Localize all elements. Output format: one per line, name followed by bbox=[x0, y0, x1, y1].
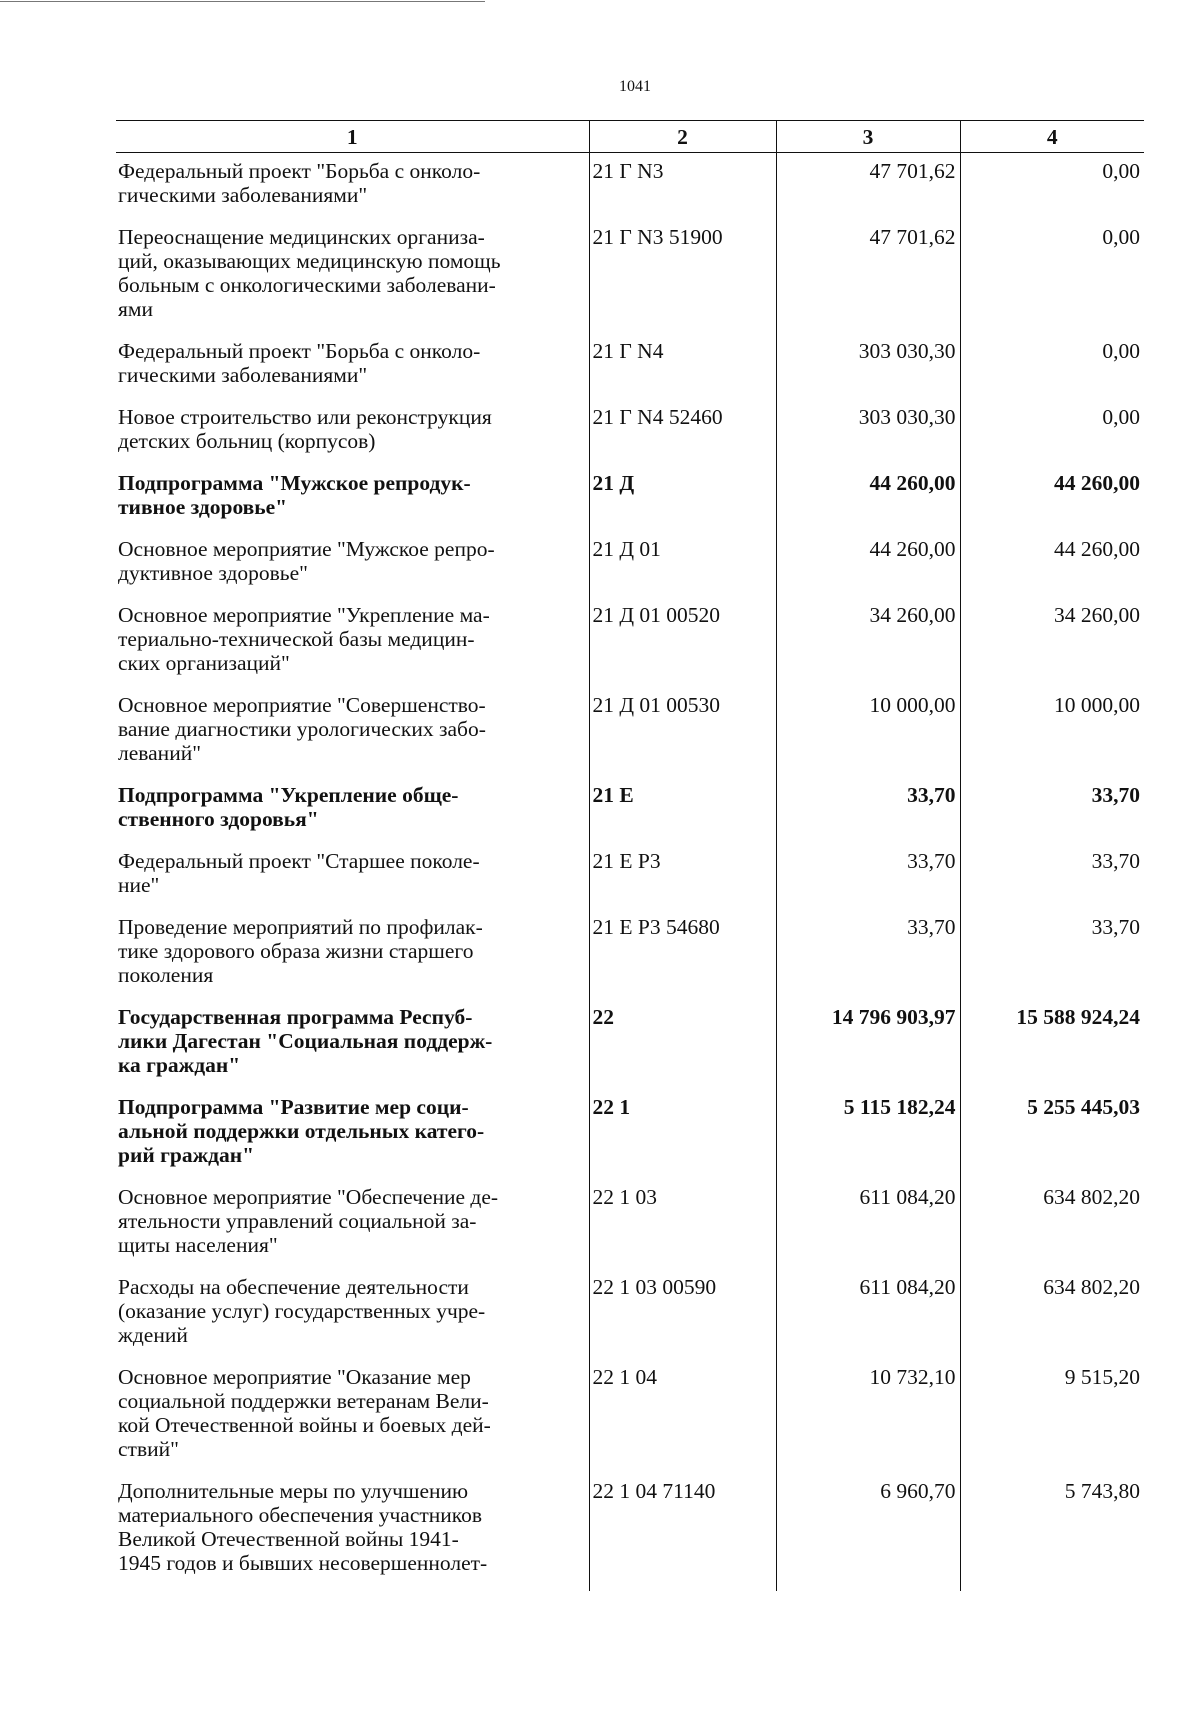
row-name-cell: Основное мероприятие "Мужское репро- дуктивное здоровье" bbox=[118, 537, 495, 585]
table-row bbox=[116, 219, 1144, 333]
table-row bbox=[116, 1359, 1144, 1473]
row-value-col3-cell: 44 260,00 bbox=[776, 465, 960, 531]
row-value-col3-cell: 34 260,00 bbox=[776, 597, 960, 687]
row-code-cell: 22 1 04 bbox=[589, 1359, 776, 1473]
row-value-col4-cell: 33,70 bbox=[960, 909, 1144, 999]
row-value-col3-cell: 6 960,70 bbox=[776, 1473, 960, 1591]
row-value-col4-cell: 634 802,20 bbox=[960, 1179, 1144, 1269]
row-value-col3-cell: 47 701,62 bbox=[776, 219, 960, 333]
row-code-cell: 21 Г N4 52460 bbox=[589, 399, 776, 465]
row-value-col3-cell: 44 260,00 bbox=[776, 531, 960, 597]
table-body bbox=[116, 153, 1144, 1592]
column-header-3: 3 bbox=[776, 121, 960, 153]
row-value-col3-cell: 14 796 903,97 bbox=[776, 999, 960, 1089]
row-code-cell: 21 Е bbox=[589, 777, 776, 843]
row-code-cell: 21 Д 01 00520 bbox=[589, 597, 776, 687]
row-name-cell: Основное мероприятие "Укрепление ма- териально-технической базы медицин- ских организаций" bbox=[118, 603, 490, 675]
row-value-col3-cell: 47 701,62 bbox=[776, 153, 960, 220]
scan-edge-line bbox=[0, 1, 485, 2]
row-code-cell: 21 Д 01 00530 bbox=[589, 687, 776, 777]
row-code-cell: 22 1 03 00590 bbox=[589, 1269, 776, 1359]
row-value-col3-cell: 303 030,30 bbox=[776, 399, 960, 465]
row-code-cell: 21 Е P3 54680 bbox=[589, 909, 776, 999]
row-value-col3-cell: 611 084,20 bbox=[776, 1179, 960, 1269]
table-row bbox=[116, 909, 1144, 999]
row-name-cell: Новое строительство или реконструкция детских больниц (корпусов) bbox=[118, 405, 492, 453]
row-value-col4-cell: 10 000,00 bbox=[960, 687, 1144, 777]
row-value-col3-cell: 10 000,00 bbox=[776, 687, 960, 777]
row-code-cell: 21 Г N3 bbox=[589, 153, 776, 220]
table-row bbox=[116, 1473, 1144, 1591]
table-row bbox=[116, 687, 1144, 777]
budget-table bbox=[116, 120, 1144, 1591]
row-value-col4-cell: 0,00 bbox=[960, 153, 1144, 220]
column-header-1: 1 bbox=[116, 121, 589, 153]
table-row bbox=[116, 1089, 1144, 1179]
table-row bbox=[116, 465, 1144, 531]
row-name-cell: Проведение мероприятий по профилак- тике здорового образа жизни старшего поколения bbox=[118, 915, 483, 987]
row-name-cell: Основное мероприятие "Обеспечение де- ятельности управлений социальной за- щиты населения" bbox=[118, 1185, 499, 1257]
row-name-cell: Подпрограмма "Укрепление обще- ственного здоровья" bbox=[118, 783, 459, 831]
row-code-cell: 22 bbox=[589, 999, 776, 1089]
page-number: 1041 bbox=[619, 78, 651, 95]
row-value-col4-cell: 5 255 445,03 bbox=[960, 1089, 1144, 1179]
table-row bbox=[116, 777, 1144, 843]
table-row bbox=[116, 333, 1144, 399]
row-code-cell: 21 Г N4 bbox=[589, 333, 776, 399]
table-row bbox=[116, 843, 1144, 909]
row-value-col3-cell: 10 732,10 bbox=[776, 1359, 960, 1473]
row-code-cell: 22 1 bbox=[589, 1089, 776, 1179]
row-name-cell: Подпрограмма "Развитие мер соци- альной поддержки отдельных катего- рий граждан" bbox=[118, 1095, 485, 1167]
table-header-row bbox=[116, 121, 1144, 153]
table-row bbox=[116, 999, 1144, 1089]
row-value-col3-cell: 303 030,30 bbox=[776, 333, 960, 399]
row-value-col4-cell: 0,00 bbox=[960, 399, 1144, 465]
row-code-cell: 22 1 04 71140 bbox=[589, 1473, 776, 1591]
row-value-col4-cell: 5 743,80 bbox=[960, 1473, 1144, 1591]
row-code-cell: 21 Г N3 51900 bbox=[589, 219, 776, 333]
row-name-cell: Федеральный проект "Борьба с онколо- гическими заболеваниями" bbox=[118, 159, 481, 207]
row-value-col3-cell: 33,70 bbox=[776, 909, 960, 999]
row-value-col4-cell: 44 260,00 bbox=[960, 465, 1144, 531]
table-row bbox=[116, 1179, 1144, 1269]
row-name-cell: Федеральный проект "Старшее поколе- ние" bbox=[118, 849, 480, 897]
row-name-cell: Дополнительные меры по улучшению материального обеспечения участников Великой Отечественной войны 1941- 1945 годов и бывших несовершеннолет- bbox=[118, 1479, 488, 1575]
row-name-cell: Основное мероприятие "Совершенство- вание диагностики урологических забо- леваний" bbox=[118, 693, 486, 765]
row-code-cell: 21 Д 01 bbox=[589, 531, 776, 597]
row-value-col4-cell: 33,70 bbox=[960, 777, 1144, 843]
row-name-cell: Подпрограмма "Мужское репродук- тивное здоровье" bbox=[118, 471, 471, 519]
row-value-col4-cell: 44 260,00 bbox=[960, 531, 1144, 597]
row-value-col3-cell: 611 084,20 bbox=[776, 1269, 960, 1359]
row-name-cell: Переоснащение медицинских организа- ций, оказывающих медицинскую помощь больным с онкологическими заболевани- ями bbox=[118, 225, 501, 321]
row-name-cell: Государственная программа Респуб- лики Дагестан "Социальная поддерж- ка граждан" bbox=[118, 1005, 493, 1077]
row-name-cell: Расходы на обеспечение деятельности (оказание услуг) государственных учре- ждений bbox=[118, 1275, 486, 1347]
row-code-cell: 21 Е P3 bbox=[589, 843, 776, 909]
row-value-col4-cell: 34 260,00 bbox=[960, 597, 1144, 687]
row-value-col4-cell: 0,00 bbox=[960, 333, 1144, 399]
row-name-cell: Федеральный проект "Борьба с онколо- гическими заболеваниями" bbox=[118, 339, 481, 387]
table-row bbox=[116, 153, 1144, 220]
row-value-col4-cell: 0,00 bbox=[960, 219, 1144, 333]
column-header-4: 4 bbox=[960, 121, 1144, 153]
column-header-2: 2 bbox=[589, 121, 776, 153]
table-row bbox=[116, 597, 1144, 687]
row-value-col4-cell: 33,70 bbox=[960, 843, 1144, 909]
row-code-cell: 22 1 03 bbox=[589, 1179, 776, 1269]
row-value-col4-cell: 15 588 924,24 bbox=[960, 999, 1144, 1089]
table-row bbox=[116, 1269, 1144, 1359]
row-value-col3-cell: 5 115 182,24 bbox=[776, 1089, 960, 1179]
row-value-col4-cell: 634 802,20 bbox=[960, 1269, 1144, 1359]
row-name-cell: Основное мероприятие "Оказание мер социальной поддержки ветеранам Вели- кой Отечественной войны и боевых дей- ствий" bbox=[118, 1365, 491, 1461]
table-row bbox=[116, 531, 1144, 597]
row-code-cell: 21 Д bbox=[589, 465, 776, 531]
row-value-col3-cell: 33,70 bbox=[776, 843, 960, 909]
row-value-col4-cell: 9 515,20 bbox=[960, 1359, 1144, 1473]
row-value-col3-cell: 33,70 bbox=[776, 777, 960, 843]
table-row bbox=[116, 399, 1144, 465]
